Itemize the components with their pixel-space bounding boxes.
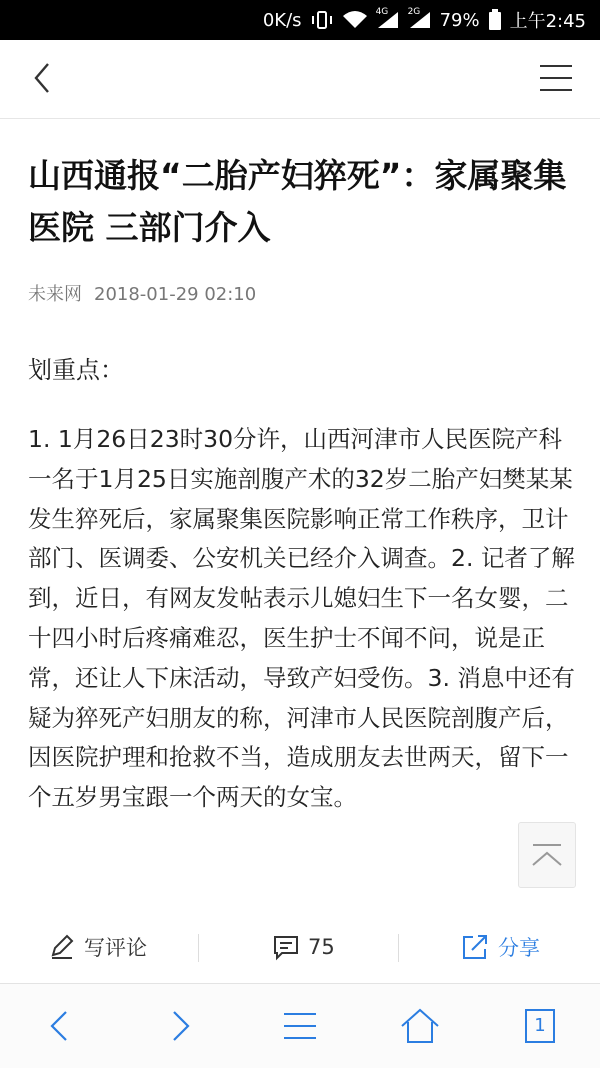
comment-count-button[interactable] [272,912,335,982]
menu-icon [278,1004,322,1048]
article-title: 山西通报“二胎产妇猝死”：家属聚集医院 三部门介入 [28,156,567,247]
bottom-nav [0,983,600,1068]
tab-count: 1 [534,1015,546,1036]
browser-back-button[interactable] [38,1004,82,1048]
signal-4g-label: 4G [375,7,389,17]
clock: 上午2:45 [509,11,586,32]
article-datetime: 2018-01-29 02:10 [94,284,257,305]
battery-icon [488,9,502,31]
pencil-icon [48,933,76,961]
home-button[interactable] [398,1004,442,1048]
status-bar [0,0,600,40]
action-divider [398,934,399,962]
action-bar [0,912,600,982]
share-icon [460,932,490,962]
write-comment-button[interactable] [48,912,147,982]
highlight-heading: 划重点： [28,356,124,384]
tabs-button[interactable] [518,1004,562,1048]
top-nav [0,40,600,119]
comment-count: 75 [308,935,335,959]
arrow-left-icon [38,1004,82,1048]
menu-button[interactable] [536,58,576,98]
article-source[interactable]: 未来网 [28,284,82,305]
comment-icon [272,933,300,961]
share-button[interactable] [460,912,540,982]
signal-2g-label: 2G [407,7,421,17]
back-button[interactable] [24,58,64,98]
signal-4g-icon [375,7,400,30]
wifi-icon [342,10,368,30]
article-body: 1. 1月26日23时30分许，山西河津市人民医院产科一名于1月25日实施剖腹产术的32岁二胎产妇樊某某发生猝死后，家属聚集医院影响正常工作秩序，卫计部门、医调委、公安机关已经介入调查。2. 记者了解到，近日，有网友发帖表示儿媳妇生下一名女婴，二十四小时后疼痛难忍，医生护士不闻不问，说是正常，还让人下床活动，导致产妇受伤。3. 消息中还有疑为猝死产妇朋友的称，河津市人民医院剖腹产后，因医院护理和抢救不当，造成朋友去世两天，留下一个五岁男宝跟一个两天的女宝。 [28,425,575,812]
chevron-up-icon [519,823,575,887]
write-comment-label: 写评论 [84,936,147,960]
chevron-left-icon [24,58,64,98]
arrow-right-icon [158,1004,202,1048]
scroll-to-top-button[interactable] [518,822,576,888]
battery-percent: 79% [439,9,480,31]
vibrate-icon [310,10,334,30]
menu-icon [536,58,576,98]
home-icon [398,1004,442,1048]
status-bar-right [263,0,586,40]
article-meta [28,280,256,306]
action-divider [198,934,199,962]
browser-forward-button[interactable] [158,1004,202,1048]
net-speed: 0K/s [262,9,302,31]
share-label: 分享 [498,936,540,960]
browser-menu-button[interactable] [278,1004,322,1048]
signal-2g-icon [407,7,432,30]
